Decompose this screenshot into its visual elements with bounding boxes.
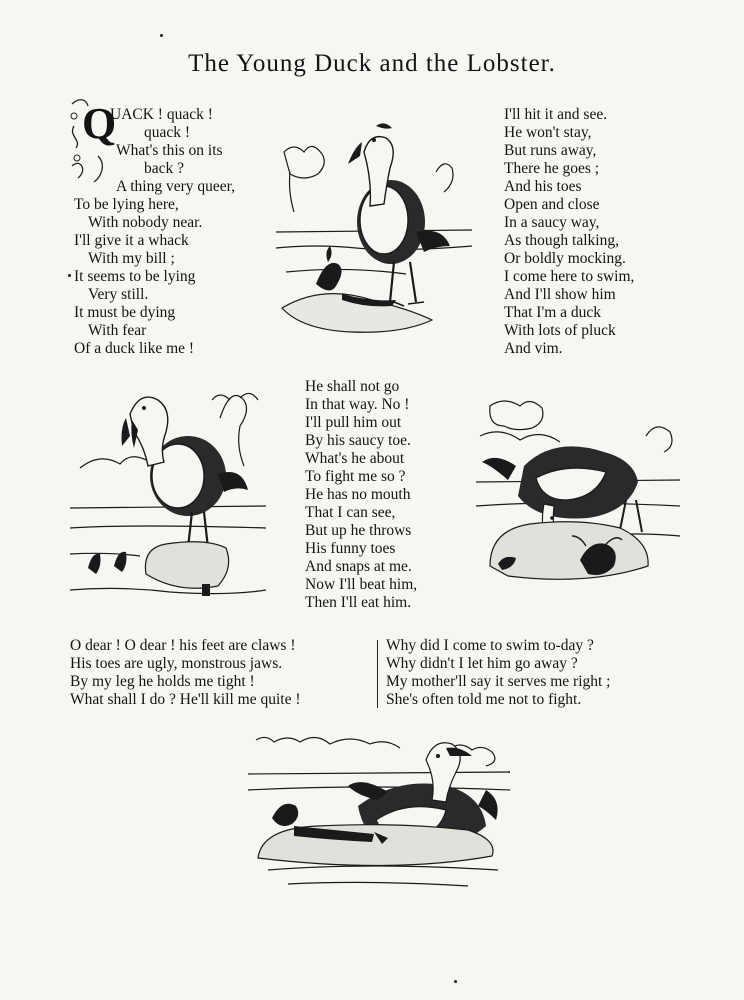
stanza-right bbox=[504, 106, 634, 358]
verse-line: His funny toes bbox=[305, 540, 396, 557]
verse-line: My mother'll say it serves me right ; bbox=[386, 673, 611, 690]
print-speck bbox=[68, 274, 71, 277]
verse-line: By his saucy toe. bbox=[305, 432, 411, 449]
verse-line: Or boldly mocking. bbox=[504, 250, 626, 267]
stanza-center bbox=[305, 378, 417, 612]
verse-line: Now I'll beat him, bbox=[305, 576, 418, 593]
drop-cap-letter: Q bbox=[82, 99, 117, 148]
duck-caught-engraving bbox=[248, 730, 510, 890]
verse-line: With nobody near. bbox=[88, 214, 203, 231]
verse-line: Then I'll eat him. bbox=[305, 594, 412, 611]
verse-line: I'll give it a whack bbox=[74, 232, 189, 249]
verse-line: As though talking, bbox=[504, 232, 619, 249]
print-speck bbox=[160, 34, 163, 37]
stanza-bottom-right bbox=[386, 637, 611, 709]
verse-line: And his toes bbox=[504, 178, 582, 195]
verse-line: What shall I do ? He'll kill me quite ! bbox=[70, 691, 301, 708]
verse-line: And snaps at me. bbox=[305, 558, 412, 575]
verse-line: A thing very queer, bbox=[116, 178, 236, 195]
verse-line: It must be dying bbox=[74, 304, 176, 321]
verse-line: With my bill ; bbox=[88, 250, 175, 267]
verse-line: But runs away, bbox=[504, 142, 597, 159]
duck-standing-engraving bbox=[276, 112, 472, 334]
verse-line: I come here to swim, bbox=[504, 268, 635, 285]
verse-line: I'll pull him out bbox=[305, 414, 402, 431]
verse-line: By my leg he holds me tight ! bbox=[70, 673, 255, 690]
duck-on-rock-engraving bbox=[70, 378, 266, 610]
verse-line: And vim. bbox=[504, 340, 563, 357]
stanza-left bbox=[74, 106, 235, 358]
verse-line: Why didn't I let him go away ? bbox=[386, 655, 578, 672]
verse-line: back ? bbox=[144, 160, 185, 177]
verse-line: There he goes ; bbox=[504, 160, 600, 177]
verse-line: She's often told me not to fight. bbox=[386, 691, 582, 708]
verse-line: quack ! bbox=[144, 124, 191, 141]
verse-line: And I'll show him bbox=[504, 286, 616, 303]
verse-line: His toes are ugly, monstrous jaws. bbox=[70, 655, 283, 672]
verse-line: He shall not go bbox=[305, 378, 400, 395]
illustration-duck-on-rock bbox=[70, 378, 266, 610]
verse-line: To fight me so ? bbox=[305, 468, 406, 485]
verse-line: He has no mouth bbox=[305, 486, 411, 503]
verse-line: That I'm a duck bbox=[504, 304, 602, 321]
duck-pecking-engraving bbox=[476, 396, 680, 592]
stanza-bottom-left bbox=[70, 637, 301, 709]
verse-line: What's he about bbox=[305, 450, 405, 467]
verse-line: But up he throws bbox=[305, 522, 412, 539]
verse-line: It seems to be lying bbox=[74, 268, 196, 285]
verse-line: Open and close bbox=[504, 196, 600, 213]
verse-line: Why did I come to swim to-day ? bbox=[386, 637, 594, 654]
verse-line: To be lying here, bbox=[74, 196, 179, 213]
verse-line: What's this on its bbox=[116, 142, 223, 159]
verse-line: Of a duck like me ! bbox=[74, 340, 195, 357]
illustration-duck-pecking bbox=[476, 396, 680, 592]
verse-line: In a saucy way, bbox=[504, 214, 600, 231]
illustration-duck-standing bbox=[276, 112, 472, 334]
verse-line: He won't stay, bbox=[504, 124, 592, 141]
page-title: The Young Duck and the Lobster. bbox=[188, 50, 556, 77]
verse-line: That I can see, bbox=[305, 504, 396, 521]
verse-line: I'll hit it and see. bbox=[504, 106, 608, 123]
verse-line: O dear ! O dear ! his feet are claws ! bbox=[70, 637, 296, 654]
verse-line: With fear bbox=[88, 322, 147, 339]
verse-line: In that way. No ! bbox=[305, 396, 410, 413]
verse-line: With lots of pluck bbox=[504, 322, 616, 339]
column-divider bbox=[377, 640, 378, 708]
print-speck bbox=[454, 980, 457, 983]
verse-line: UACK ! quack ! bbox=[110, 106, 213, 123]
illustration-duck-caught bbox=[248, 730, 510, 890]
verse-line: Very still. bbox=[88, 286, 149, 303]
